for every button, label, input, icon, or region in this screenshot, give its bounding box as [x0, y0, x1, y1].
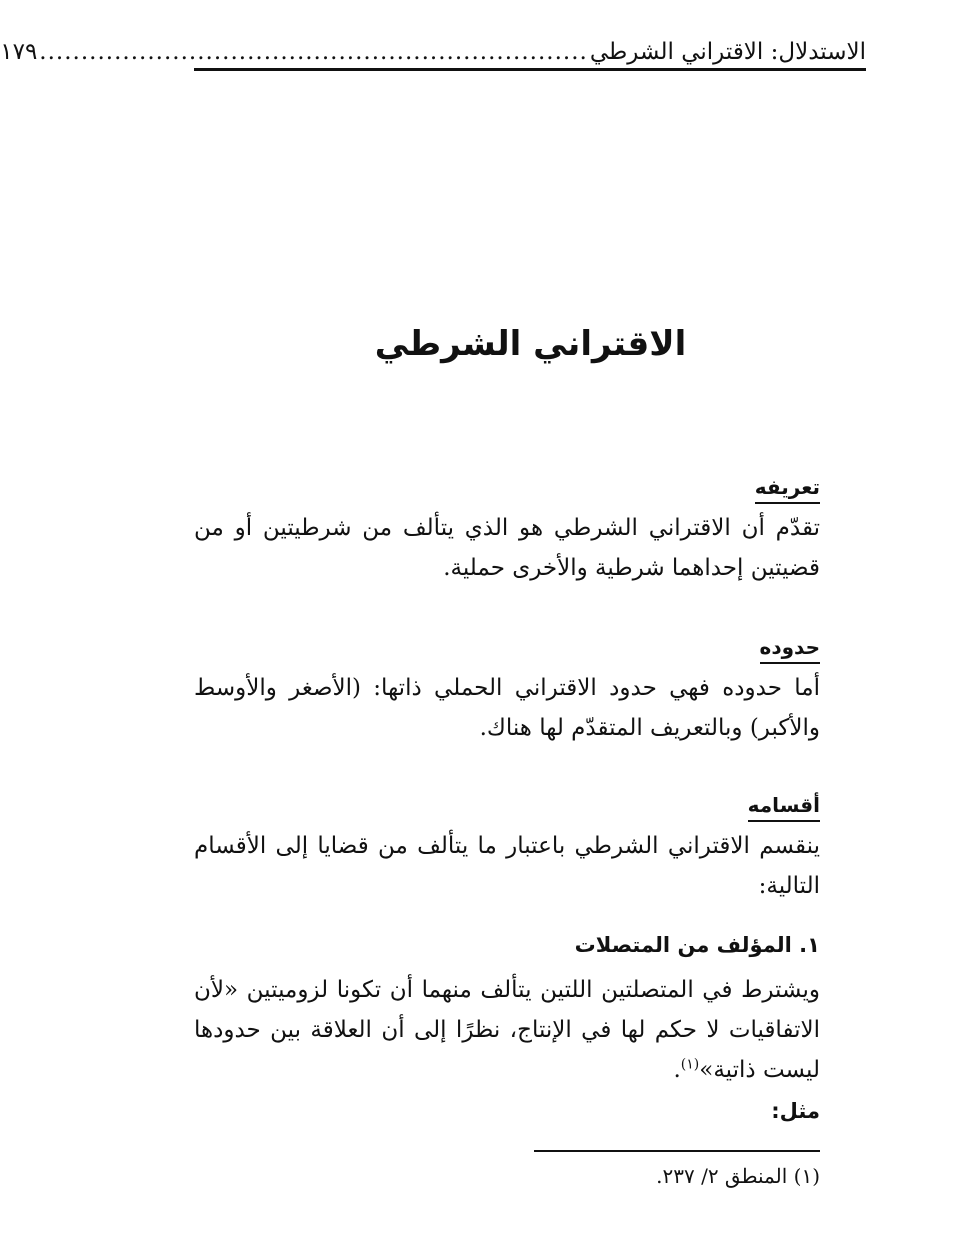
- section-terms: [194, 632, 820, 748]
- division-item-1-text: ويشترط في المتصلتين اللتين يتألف منهما أن تكونا لزوميتين «لأن الاتفاقيات لا حكم لها في الإنتاج، نظرًا إلى أن العلاقة بين حدودها ليست ذاتية»: [194, 977, 820, 1083]
- divisions-paragraph: ينقسم الاقتراني الشرطي باعتبار ما يتألف من قضايا إلى الأقسام التالية:: [194, 833, 820, 899]
- footnote-reference: (١): [680, 1056, 700, 1073]
- running-title: الاستدلال: الاقتراني الشرطي: [589, 39, 866, 65]
- section-heading-divisions: أقسامه: [748, 790, 820, 822]
- page-header: [0, 28, 866, 71]
- dot-leader: ..................................................................: [39, 39, 588, 65]
- footnote-separator: [534, 1150, 820, 1152]
- section-heading-terms: حدوده: [760, 632, 820, 664]
- page-number: ١٧٩: [0, 39, 38, 65]
- section-divisions: [194, 790, 820, 1128]
- division-item-1-title: ١. المؤلف من المتصلات: [574, 933, 820, 957]
- footnote: (١) المنطق ٢/ ٢٣٧.: [656, 1164, 820, 1188]
- example-label: مثل:: [771, 1099, 820, 1123]
- section-definition: [194, 472, 820, 588]
- division-item-1-paragraph: [194, 970, 820, 1090]
- section-heading-definition: تعريفه: [755, 472, 820, 504]
- terms-paragraph: أما حدوده فهي حدود الاقتراني الحملي ذاتها: (الأصغر والأوسط والأكبر) وبالتعريف المتقدّم لها هناك.: [194, 675, 820, 741]
- chapter-title: الاقتراني الشرطي: [374, 324, 687, 364]
- division-item-1-end: .: [673, 1057, 681, 1083]
- definition-paragraph: تقدّم أن الاقتراني الشرطي هو الذي يتألف من شرطيتين أو من قضيتين إحداهما شرطية والأخرى حملية.: [194, 515, 820, 581]
